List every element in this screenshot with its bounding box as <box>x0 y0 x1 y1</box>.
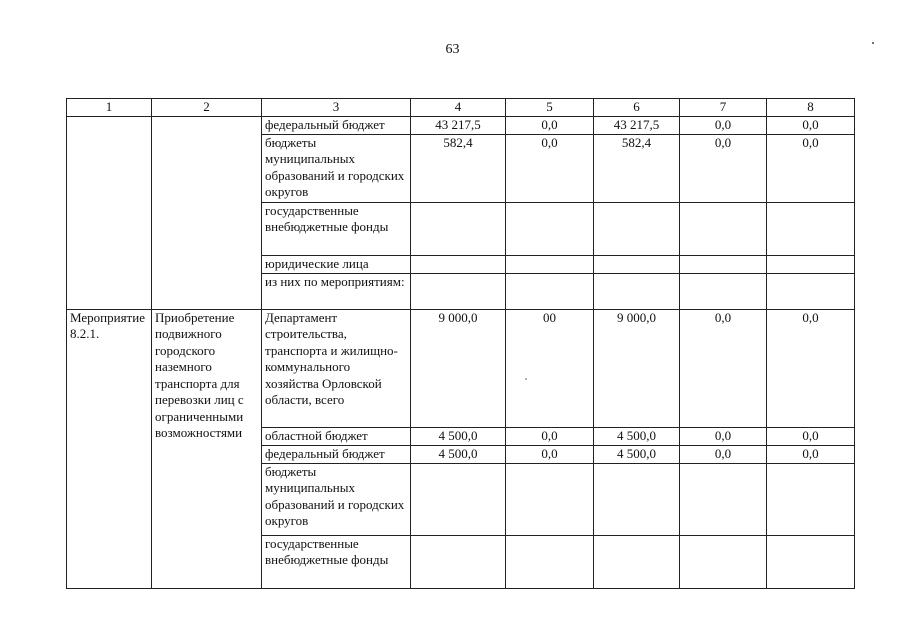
value-cell: 0,0 <box>506 134 594 202</box>
funding-source: областной бюджет <box>262 427 411 445</box>
value-cell: 582,4 <box>594 134 680 202</box>
value-cell <box>506 202 594 255</box>
header-cell: 4 <box>411 99 506 117</box>
funding-source: бюджеты муниципальных образований и городских округов <box>262 463 411 535</box>
value-cell: 9 000,0 <box>594 309 680 427</box>
header-cell: 1 <box>67 99 152 117</box>
value-cell: 0,0 <box>767 427 855 445</box>
value-cell: 0,0 <box>680 134 767 202</box>
page-number: 63 <box>445 42 460 57</box>
value-cell <box>680 463 767 535</box>
value-cell <box>594 535 680 588</box>
value-cell: 0,0 <box>680 116 767 134</box>
value-cell <box>767 255 855 273</box>
funding-source: Департамент строительства, транспорта и жилищно-коммунального хозяйства Орловской области, всего <box>262 309 411 427</box>
value-cell: 0,0 <box>767 116 855 134</box>
budget-table <box>66 98 855 589</box>
value-cell: 0,0 <box>767 309 855 427</box>
table-row <box>67 116 855 134</box>
header-cell: 3 <box>262 99 411 117</box>
value-cell: 43 217,5 <box>594 116 680 134</box>
header-cell: 2 <box>152 99 262 117</box>
value-cell <box>680 535 767 588</box>
funding-source: федеральный бюджет <box>262 116 411 134</box>
value-cell: 4 500,0 <box>594 427 680 445</box>
value-cell <box>411 202 506 255</box>
value-cell: 0,0 <box>506 445 594 463</box>
value-cell <box>506 273 594 309</box>
value-cell <box>411 273 506 309</box>
value-cell: 43 217,5 <box>411 116 506 134</box>
value-cell <box>506 463 594 535</box>
scan-speck <box>872 42 874 44</box>
value-cell: 0,0 <box>680 445 767 463</box>
value-cell <box>594 202 680 255</box>
header-row <box>67 99 855 117</box>
empty-code-cell <box>67 116 152 309</box>
value-cell: 4 500,0 <box>411 427 506 445</box>
funding-source: юридические лица <box>262 255 411 273</box>
measure-code: Мероприятие 8.2.1. <box>67 309 152 588</box>
funding-source: федеральный бюджет <box>262 445 411 463</box>
value-cell: 9 000,0 <box>411 309 506 427</box>
value-cell: 0,0 <box>506 116 594 134</box>
value-cell: 0,0 <box>767 134 855 202</box>
value-cell <box>411 535 506 588</box>
value-cell <box>506 255 594 273</box>
value-cell <box>594 273 680 309</box>
funding-source: из них по мероприятиям: <box>262 273 411 309</box>
funding-source: государственные внебюджетные фонды <box>262 535 411 588</box>
value-cell <box>680 255 767 273</box>
value-cell: 0,0 <box>680 427 767 445</box>
value-cell <box>680 273 767 309</box>
header-cell: 6 <box>594 99 680 117</box>
table-row <box>67 309 855 427</box>
value-cell: 00 <box>506 309 594 427</box>
value-cell: 4 500,0 <box>411 445 506 463</box>
value-cell <box>594 255 680 273</box>
value-cell <box>767 202 855 255</box>
funding-source: бюджеты муниципальных образований и городских округов <box>262 134 411 202</box>
value-cell: 0,0 <box>767 445 855 463</box>
scan-speck <box>525 378 527 380</box>
value-cell: 0,0 <box>506 427 594 445</box>
header-cell: 7 <box>680 99 767 117</box>
header-cell: 8 <box>767 99 855 117</box>
value-cell <box>506 535 594 588</box>
value-cell: 582,4 <box>411 134 506 202</box>
funding-source: государственные внебюджетные фонды <box>262 202 411 255</box>
header-cell: 5 <box>506 99 594 117</box>
value-cell: 4 500,0 <box>594 445 680 463</box>
value-cell: 0,0 <box>680 309 767 427</box>
value-cell <box>411 463 506 535</box>
empty-name-cell <box>152 116 262 309</box>
value-cell <box>767 463 855 535</box>
value-cell <box>411 255 506 273</box>
value-cell <box>594 463 680 535</box>
value-cell <box>767 273 855 309</box>
value-cell <box>767 535 855 588</box>
value-cell <box>680 202 767 255</box>
measure-name: Приобретение подвижного городского наземного транспорта для перевозки лиц с ограниченными возможностями <box>152 309 262 588</box>
